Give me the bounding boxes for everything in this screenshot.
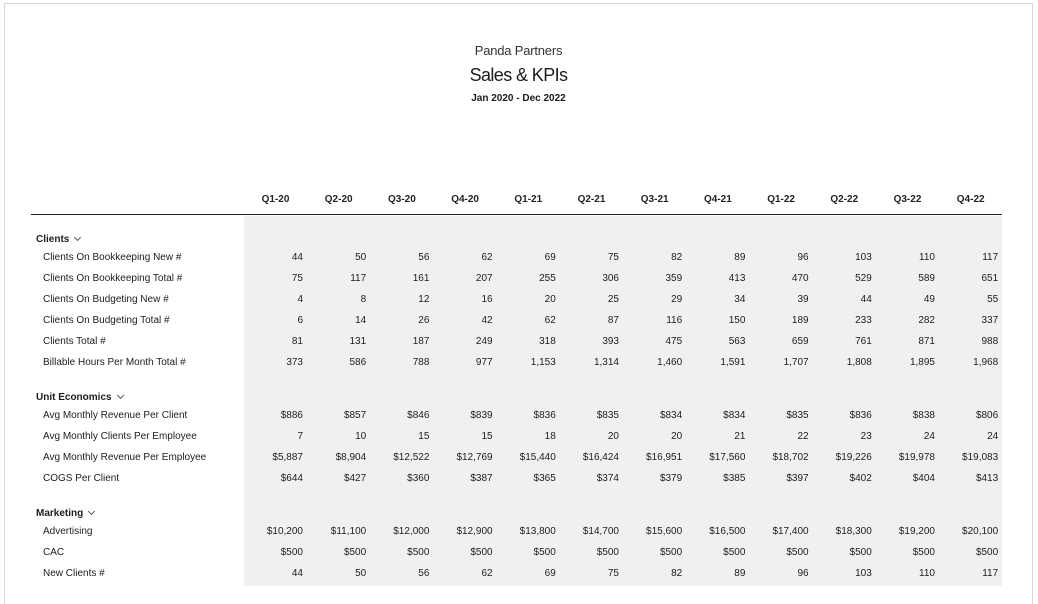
table-cell: 8 — [360, 294, 367, 305]
table-cell: 34 — [734, 294, 746, 305]
table-cell: 337 — [981, 315, 999, 326]
section-label: Marketing — [36, 508, 84, 519]
table-row — [31, 406, 1002, 427]
table-cell: 7 — [297, 431, 303, 442]
table-cell: $402 — [849, 473, 872, 484]
table-cell: $20,100 — [962, 526, 999, 537]
table-cell: $835 — [596, 410, 619, 421]
table-cell: $834 — [659, 410, 683, 421]
table-cell: 529 — [855, 273, 872, 284]
table-cell: 44 — [291, 568, 303, 579]
row-label: Billable Hours Per Month Total # — [43, 357, 186, 368]
column-header-q2-22: Q2-22 — [830, 194, 859, 205]
column-header-q4-21: Q4-21 — [703, 194, 732, 205]
table-cell: $500 — [596, 547, 619, 558]
table-cell: 50 — [355, 252, 367, 263]
table-cell: 22 — [797, 431, 809, 442]
table-cell: 42 — [481, 315, 493, 326]
table-cell: 131 — [349, 336, 367, 347]
table-row — [31, 332, 1002, 353]
row-label: New Clients # — [43, 568, 105, 579]
table-cell: $11,100 — [330, 526, 367, 537]
table-cell: 26 — [418, 315, 430, 326]
table-cell: $14,700 — [582, 526, 619, 537]
table-cell: $16,500 — [709, 526, 746, 537]
table-cell: $500 — [786, 547, 809, 558]
table-cell: 110 — [919, 568, 935, 579]
table-cell: 373 — [286, 357, 303, 368]
table-cell: 788 — [412, 357, 430, 368]
chevron-down-icon — [88, 508, 95, 515]
table-cell: $806 — [975, 410, 999, 421]
table-cell: $838 — [912, 410, 935, 421]
table-cell: 4 — [297, 294, 303, 305]
table-cell: 306 — [602, 273, 619, 284]
table-cell: $500 — [975, 547, 999, 558]
table-cell: 233 — [855, 315, 872, 326]
column-header-q3-20: Q3-20 — [387, 194, 416, 205]
table-cell: 25 — [607, 294, 619, 305]
column-header-q2-21: Q2-21 — [577, 194, 606, 205]
section-toggle-marketing[interactable] — [36, 508, 94, 519]
company-name: Panda Partners — [474, 43, 563, 58]
table-cell: 89 — [734, 252, 746, 263]
table-cell: 69 — [544, 252, 556, 263]
table-cell: 470 — [791, 273, 809, 284]
table-cell: 6 — [297, 315, 303, 326]
table-cell: 563 — [728, 336, 746, 347]
table-cell: 15 — [418, 431, 430, 442]
table-cell: 69 — [544, 568, 556, 579]
table-cell: 23 — [860, 431, 872, 442]
table-cell: 117 — [350, 273, 367, 284]
table-cell: $19,200 — [898, 526, 935, 537]
table-cell: $16,424 — [582, 452, 619, 463]
table-cell: 24 — [923, 431, 935, 442]
table-cell: 255 — [539, 273, 556, 284]
row-label: Clients On Budgeting New # — [43, 294, 169, 305]
row-label: Avg Monthly Revenue Per Employee — [43, 452, 207, 463]
table-cell: 117 — [982, 568, 999, 579]
column-header-q3-22: Q3-22 — [893, 194, 922, 205]
table-cell: 150 — [728, 315, 746, 326]
section-toggle-clients[interactable] — [36, 234, 80, 245]
table-cell: 96 — [797, 568, 809, 579]
table-cell: 116 — [666, 315, 683, 326]
table-row — [31, 522, 1002, 543]
table-cell: 24 — [987, 431, 999, 442]
report-title: Sales & KPIs — [469, 65, 568, 85]
table-cell: 39 — [797, 294, 809, 305]
table-cell: 89 — [734, 568, 746, 579]
table-row — [31, 427, 1002, 448]
table-cell: 15 — [481, 431, 493, 442]
table-row — [31, 469, 1002, 490]
table-cell: 103 — [855, 568, 872, 579]
table-cell: $500 — [723, 547, 746, 558]
table-cell: 21 — [734, 431, 746, 442]
row-label: COGS Per Client — [43, 473, 120, 484]
table-cell: 475 — [665, 336, 683, 347]
table-cell: 871 — [918, 336, 935, 347]
table-cell: 977 — [475, 357, 493, 368]
row-label: Avg Monthly Clients Per Employee — [43, 431, 197, 442]
table-row — [31, 448, 1002, 469]
table-cell: 29 — [671, 294, 683, 305]
table-cell: $13,800 — [519, 526, 556, 537]
column-header-q2-20: Q2-20 — [324, 194, 353, 205]
table-cell: $500 — [849, 547, 872, 558]
table-cell: 20 — [544, 294, 556, 305]
table-cell: $644 — [280, 473, 303, 484]
table-row — [31, 564, 1002, 585]
table-cell: 87 — [607, 315, 619, 326]
table-cell: $413 — [975, 473, 999, 484]
report-page — [4, 3, 1033, 604]
table-cell: $834 — [723, 410, 746, 421]
table-cell: 586 — [349, 357, 367, 368]
table-cell: $19,978 — [898, 452, 935, 463]
table-cell: $360 — [407, 473, 430, 484]
table-cell: 10 — [355, 431, 367, 442]
table-cell: $16,951 — [646, 452, 683, 463]
table-cell: 18 — [544, 431, 556, 442]
table-row — [31, 311, 1002, 332]
table-cell: $12,769 — [456, 452, 493, 463]
date-range: Jan 2020 - Dec 2022 — [471, 93, 566, 104]
table-row — [31, 543, 1002, 564]
table-cell: 117 — [982, 252, 999, 263]
table-cell: $12,000 — [393, 526, 430, 537]
column-header-q1-20: Q1-20 — [261, 194, 290, 205]
table-cell: 75 — [291, 273, 303, 284]
table-cell: 1,460 — [657, 357, 683, 368]
table-cell: 96 — [797, 252, 809, 263]
table-cell: 187 — [412, 336, 430, 347]
table-cell: 75 — [607, 252, 619, 263]
table-cell: $836 — [849, 410, 872, 421]
table-cell: 103 — [855, 252, 872, 263]
table-cell: $15,600 — [646, 526, 683, 537]
table-cell: $500 — [533, 547, 556, 558]
table-cell: 659 — [791, 336, 809, 347]
table-cell: $5,887 — [272, 452, 303, 463]
row-label: Advertising — [43, 526, 93, 537]
table-cell: $836 — [533, 410, 556, 421]
table-cell: $19,226 — [835, 452, 872, 463]
table-cell: $835 — [786, 410, 809, 421]
table-cell: 1,591 — [720, 357, 746, 368]
table-cell: $10,200 — [266, 526, 303, 537]
table-cell: $12,900 — [456, 526, 493, 537]
table-cell: 1,895 — [909, 357, 935, 368]
table-cell: 14 — [355, 315, 367, 326]
table-cell: 16 — [481, 294, 493, 305]
table-cell: 589 — [918, 273, 935, 284]
table-cell: $427 — [343, 473, 367, 484]
table-cell: 81 — [291, 336, 303, 347]
table-cell: $17,400 — [772, 526, 809, 537]
table-row — [31, 248, 1002, 269]
table-cell: 189 — [791, 315, 809, 326]
table-cell: $387 — [470, 473, 493, 484]
table-cell: $839 — [470, 410, 493, 421]
row-label: Avg Monthly Revenue Per Client — [43, 410, 188, 421]
table-cell: $365 — [533, 473, 556, 484]
row-label: CAC — [43, 547, 65, 558]
table-cell: 761 — [855, 336, 872, 347]
table-row — [31, 353, 1002, 374]
table-cell: $12,522 — [393, 452, 430, 463]
table-cell: 50 — [355, 568, 367, 579]
table-cell: $18,300 — [835, 526, 872, 537]
table-cell: $500 — [470, 547, 493, 558]
table-cell: $385 — [723, 473, 746, 484]
table-cell: 82 — [671, 568, 683, 579]
table-cell: 55 — [987, 294, 999, 305]
table-cell: 49 — [923, 294, 935, 305]
table-cell: 1,707 — [783, 357, 809, 368]
table-cell: 62 — [544, 315, 556, 326]
table-cell: 651 — [981, 273, 999, 284]
table-cell: $886 — [280, 410, 303, 421]
table-cell: $404 — [912, 473, 935, 484]
table-cell: 44 — [860, 294, 872, 305]
chevron-down-icon — [74, 234, 81, 241]
column-header-row — [31, 186, 1002, 215]
table-cell: $500 — [280, 547, 303, 558]
row-label: Clients On Budgeting Total # — [43, 315, 170, 326]
table-cell: $846 — [407, 410, 430, 421]
table-cell: $500 — [407, 547, 430, 558]
table-cell: 62 — [481, 568, 493, 579]
table-cell: 988 — [981, 336, 999, 347]
row-label: Clients Total # — [43, 336, 106, 347]
table-cell: 1,968 — [973, 357, 999, 368]
table-cell: $18,702 — [772, 452, 809, 463]
table-cell: $500 — [659, 547, 683, 558]
table-row — [31, 290, 1002, 311]
table-cell: $500 — [912, 547, 935, 558]
section-toggle-unit-economics[interactable] — [36, 392, 123, 403]
section-label: Clients — [36, 234, 70, 245]
column-header-q4-20: Q4-20 — [451, 194, 479, 205]
column-header-q1-22: Q1-22 — [767, 194, 795, 205]
table-cell: 282 — [918, 315, 935, 326]
table-cell: $15,440 — [519, 452, 556, 463]
table-cell: $17,560 — [709, 452, 746, 463]
column-header-q3-21: Q3-21 — [640, 194, 669, 205]
table-cell: 1,153 — [530, 357, 556, 368]
row-label: Clients On Bookkeeping New # — [43, 252, 182, 263]
table-cell: 359 — [665, 273, 683, 284]
column-header-q1-21: Q1-21 — [514, 194, 543, 205]
table-cell: 75 — [607, 568, 619, 579]
table-cell: 249 — [475, 336, 493, 347]
table-cell: 207 — [475, 273, 493, 284]
table-cell: $397 — [786, 473, 809, 484]
table-cell: 82 — [671, 252, 683, 263]
table-cell: 56 — [418, 568, 430, 579]
table-cell: 1,314 — [593, 357, 619, 368]
table-cell: 20 — [671, 431, 683, 442]
table-cell: 12 — [418, 294, 430, 305]
column-header-q4-22: Q4-22 — [956, 194, 985, 205]
table-cell: 44 — [291, 252, 303, 263]
chevron-down-icon — [117, 392, 124, 399]
table-cell: $374 — [596, 473, 619, 484]
table-cell: 1,808 — [846, 357, 872, 368]
table-cell: 20 — [607, 431, 619, 442]
table-cell: 62 — [481, 252, 493, 263]
table-cell: 161 — [412, 273, 430, 284]
table-cell: $857 — [343, 410, 367, 421]
table-cell: $8,904 — [335, 452, 367, 463]
table-cell: 393 — [602, 336, 619, 347]
table-cell: $500 — [343, 547, 367, 558]
table-cell: 318 — [539, 336, 556, 347]
row-label: Clients On Bookkeeping Total # — [43, 273, 183, 284]
section-label: Unit Economics — [36, 392, 112, 403]
table-cell: $19,083 — [962, 452, 999, 463]
table-cell: 56 — [418, 252, 430, 263]
table-row — [31, 269, 1002, 290]
table-cell: 110 — [919, 252, 935, 263]
table-cell: $379 — [659, 473, 683, 484]
table-cell: 413 — [728, 273, 746, 284]
